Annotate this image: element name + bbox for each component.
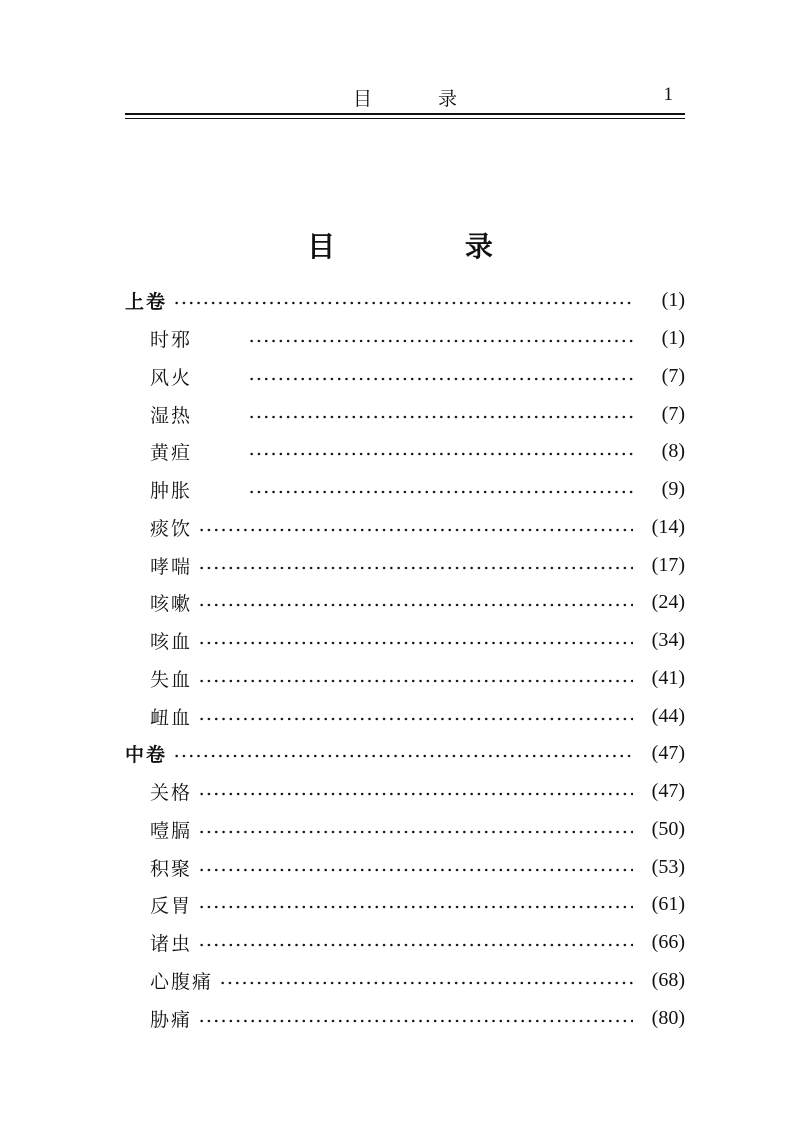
toc-entry-row[interactable] — [125, 433, 685, 471]
toc-entry-label: 肿胀 — [150, 480, 193, 503]
toc-entry-row[interactable] — [125, 509, 685, 547]
toc-page-ref: (17) — [651, 553, 685, 576]
toc-page-ref: (1) — [661, 289, 685, 312]
toc-page-ref: (7) — [661, 402, 685, 425]
toc-page-ref: (50) — [651, 817, 685, 840]
toc-page-ref: (9) — [661, 478, 685, 501]
toc-entry-label: 咳嗽 — [150, 593, 193, 616]
toc-page-ref: (41) — [651, 666, 685, 689]
toc-page-ref: (34) — [651, 629, 685, 652]
toc-entry-label: 噎膈 — [150, 819, 193, 842]
toc-page-ref: (1) — [661, 327, 685, 350]
toc-page-ref: (53) — [651, 855, 685, 878]
toc-entry-row[interactable] — [125, 660, 685, 698]
toc-section-label: 上卷 — [125, 291, 168, 314]
toc-page-ref: (47) — [651, 780, 685, 803]
toc-entry-label: 胁痛 — [150, 1008, 193, 1031]
toc-entry-label: 关格 — [150, 782, 193, 805]
toc-entry-label: 反胃 — [150, 895, 193, 918]
toc-page-ref: (24) — [651, 591, 685, 614]
toc-entry-row[interactable] — [125, 697, 685, 735]
running-head-title: 目 录 — [352, 88, 488, 110]
dot-leader — [248, 490, 633, 494]
toc-page-ref: (61) — [651, 893, 685, 916]
toc-entry-row[interactable] — [125, 962, 685, 1000]
toc-section-label: 中卷 — [125, 744, 168, 767]
toc-entry-label: 黄疸 — [150, 442, 193, 465]
toc-page-ref: (14) — [651, 515, 685, 538]
dot-leader — [198, 603, 633, 607]
toc-entry-label: 风火 — [150, 366, 193, 389]
dot-leader — [219, 981, 633, 985]
toc-entry-row[interactable] — [125, 848, 685, 886]
dot-leader — [198, 868, 633, 872]
dot-leader — [198, 1019, 633, 1023]
dot-leader — [248, 415, 633, 419]
toc-entry-label: 失血 — [150, 668, 193, 691]
toc-list — [125, 282, 685, 1037]
toc-entry-row[interactable] — [125, 999, 685, 1037]
toc-section-row[interactable] — [125, 735, 685, 773]
toc-entry-row[interactable] — [125, 773, 685, 811]
running-head — [125, 84, 685, 114]
dot-leader — [173, 754, 633, 758]
toc-entry-row[interactable] — [125, 886, 685, 924]
dot-leader — [198, 679, 633, 683]
dot-leader — [198, 792, 633, 796]
toc-page-ref: (44) — [651, 704, 685, 727]
dot-leader — [248, 339, 633, 343]
toc-entry-row[interactable] — [125, 320, 685, 358]
toc-entry-label: 诸虫 — [150, 933, 193, 956]
toc-section-row[interactable] — [125, 282, 685, 320]
toc-entry-label: 哮喘 — [150, 555, 193, 578]
dot-leader — [198, 717, 633, 721]
toc-entry-row[interactable] — [125, 471, 685, 509]
header-rule-thin — [125, 118, 685, 119]
dot-leader — [198, 943, 633, 947]
toc-entry-label: 湿热 — [150, 404, 193, 427]
toc-page-ref: (68) — [651, 968, 685, 991]
dot-leader — [198, 830, 633, 834]
dot-leader — [198, 528, 633, 532]
toc-entry-row[interactable] — [125, 584, 685, 622]
dot-leader — [198, 905, 633, 909]
running-head-page-number: 1 — [663, 84, 673, 105]
toc-entry-row[interactable] — [125, 358, 685, 396]
toc-entry-label: 痰饮 — [150, 517, 193, 540]
toc-entry-row[interactable] — [125, 924, 685, 962]
dot-leader — [198, 641, 633, 645]
toc-title: 目 录 — [307, 230, 553, 263]
toc-page-ref: (47) — [651, 742, 685, 765]
toc-entry-label: 积聚 — [150, 857, 193, 880]
dot-leader — [198, 566, 633, 570]
toc-entry-row[interactable] — [125, 811, 685, 849]
toc-entry-row[interactable] — [125, 395, 685, 433]
header-rule-thick — [125, 113, 685, 115]
toc-entry-label: 衄血 — [150, 706, 193, 729]
toc-entry-label: 咳血 — [150, 631, 193, 654]
toc-entry-row[interactable] — [125, 622, 685, 660]
dot-leader — [248, 377, 633, 381]
toc-page-ref: (80) — [651, 1006, 685, 1029]
toc-page-ref: (66) — [651, 931, 685, 954]
dot-leader — [248, 452, 633, 456]
toc-page-ref: (8) — [661, 440, 685, 463]
dot-leader — [173, 301, 633, 305]
toc-entry-label: 心腹痛 — [150, 970, 214, 993]
toc-entry-label: 时邪 — [150, 329, 193, 352]
toc-entry-row[interactable] — [125, 546, 685, 584]
toc-page-ref: (7) — [661, 364, 685, 387]
